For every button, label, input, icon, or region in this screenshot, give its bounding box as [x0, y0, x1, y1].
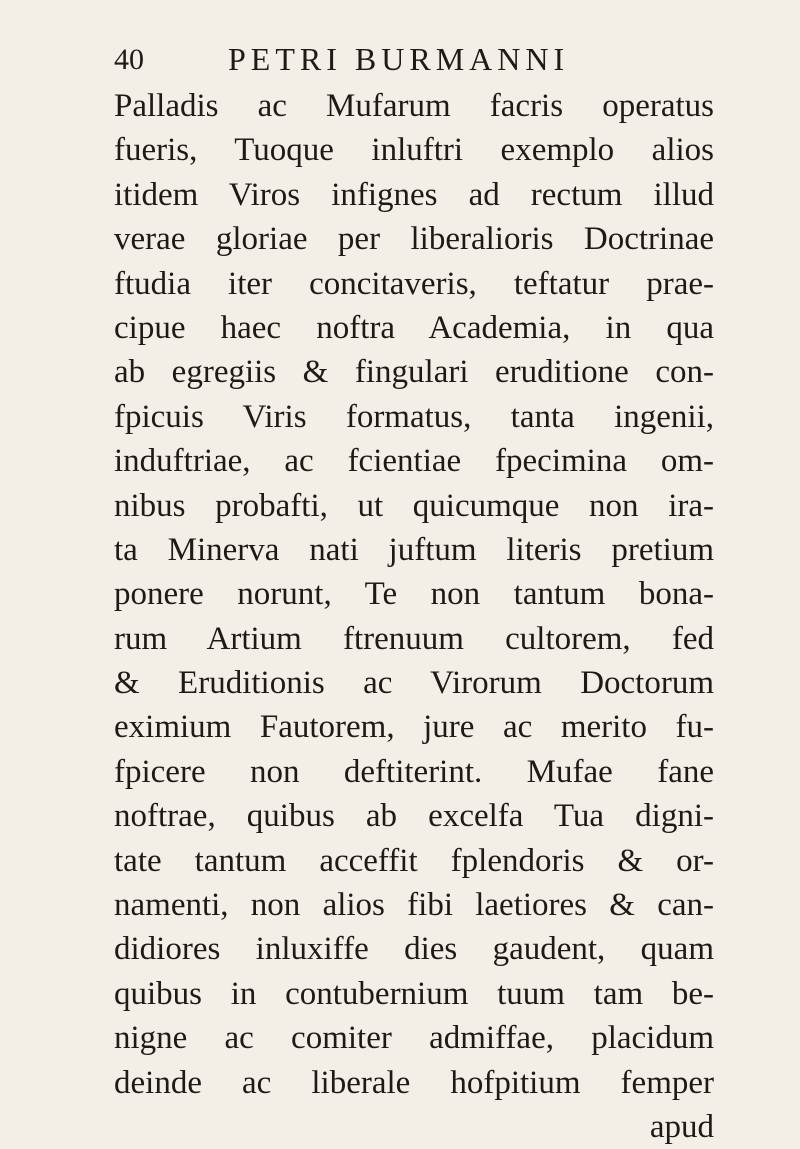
- text-line: verae gloriae per liberalioris Doctrinae: [114, 221, 714, 258]
- text-line: noftrae, quibus ab excelfa Tua digni-: [114, 798, 714, 835]
- text-line: ponere norunt, Te non tantum bona-: [114, 576, 714, 613]
- body-text: [114, 84, 714, 1149]
- text-line: ab egregiis & fingulari eruditione con-: [114, 354, 714, 391]
- text-line: nibus probafti, ut quicumque non ira-: [114, 487, 714, 524]
- text-line: & Eruditionis ac Virorum Doctorum: [114, 665, 714, 702]
- text-line: cipue haec noftra Academia, in qua: [114, 309, 714, 346]
- text-line: eximium Fautorem, jure ac merito fu-: [114, 709, 714, 746]
- text-line: nigne ac comiter admiffae, placidum: [114, 1020, 714, 1057]
- text-line: quibus in contubernium tuum tam be-: [114, 975, 714, 1012]
- text-line: Palladis ac Mufarum facris operatus: [114, 88, 714, 124]
- text-line: itidem Viros infignes ad rectum illud: [114, 176, 714, 213]
- text-line: didiores inluxiffe dies gaudent, quam: [114, 931, 714, 968]
- catchword: apud: [649, 1108, 714, 1145]
- page-number: 40: [114, 43, 144, 76]
- running-head: PETRI BURMANNI: [228, 41, 570, 77]
- text-line: tate tantum acceffit fplendoris & or-: [114, 842, 714, 879]
- text-line: fpicuis Viris formatus, tanta ingenii,: [114, 398, 714, 435]
- text-line: induftriae, ac fcientiae fpecimina om-: [114, 443, 714, 480]
- text-line: namenti, non alios fibi laetiores & can-: [114, 887, 714, 924]
- text-line: ta Minerva nati juftum literis pretium: [114, 531, 714, 568]
- text-line: deinde ac liberale hofpitium femper: [114, 1064, 714, 1101]
- text-line: fueris, Tuoque inluftri exemplo alios: [114, 132, 714, 169]
- text-line: rum Artium ftrenuum cultorem, fed: [114, 620, 714, 657]
- text-line: ftudia iter concitaveris, teftatur prae-: [114, 265, 714, 302]
- text-line: fpicere non deftiterint. Mufae fane: [114, 753, 714, 790]
